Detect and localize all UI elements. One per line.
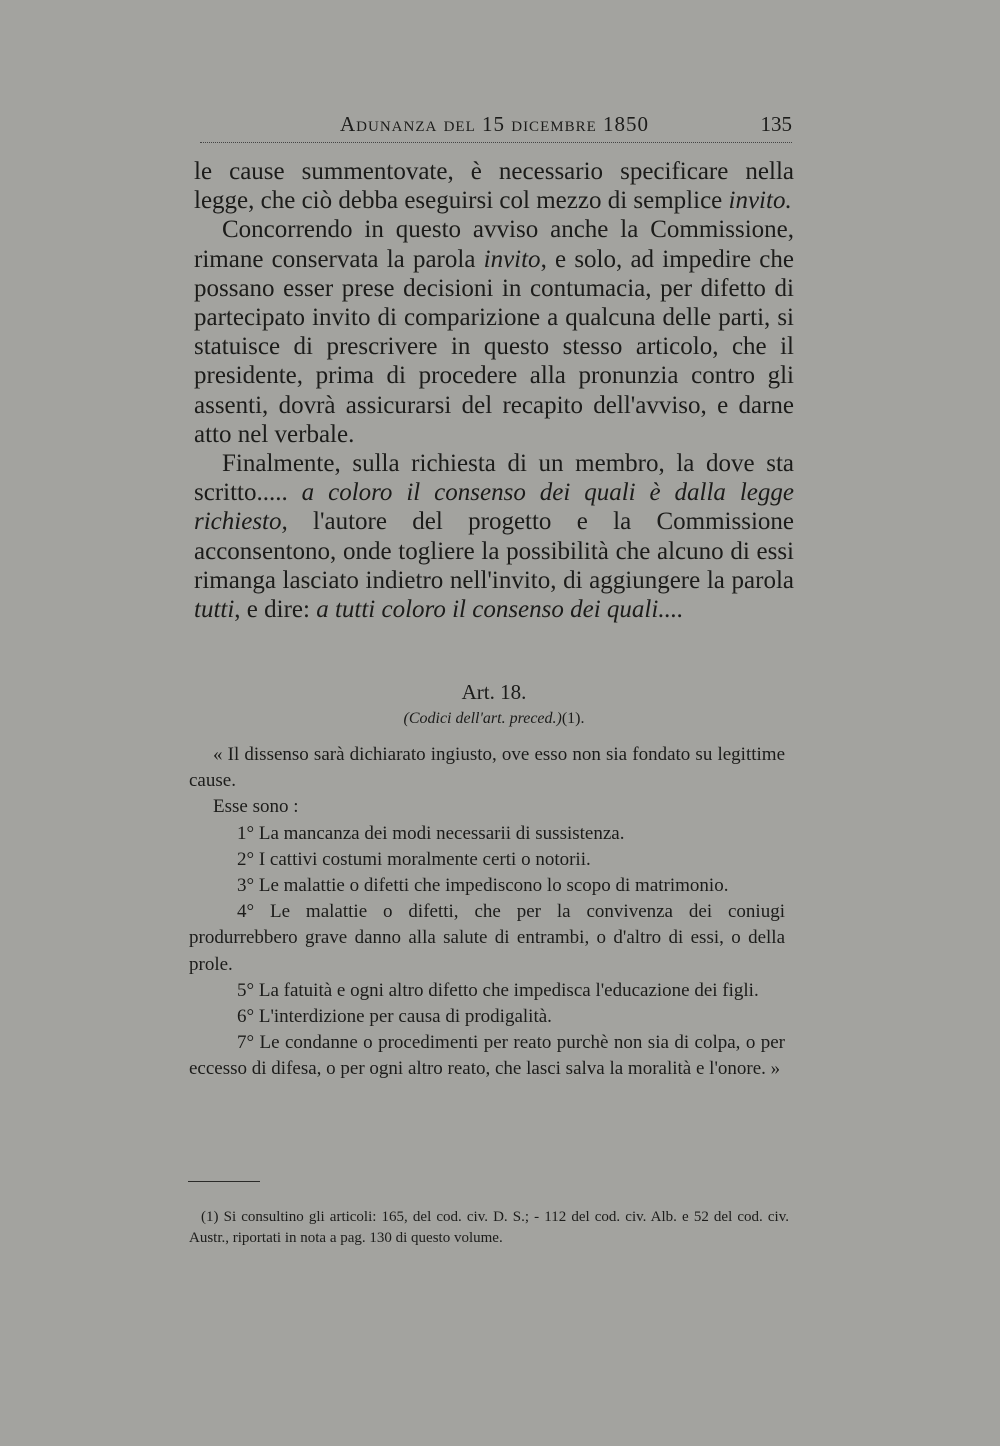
paragraph-1: le cause summentovate, è necessario specificare nella legge, che ciò debba eseguirsi col mezzo di semplice invito.	[194, 158, 794, 215]
header-rule	[200, 142, 792, 143]
running-title: Adunanza del 15 dicembre 1850	[340, 112, 649, 136]
article-line: 4° Le malattie o difetti, che per la convivenza dei coniugi produrrebbero grave danno alla salute di entrambi, o d'altro di essi, o della prole.	[189, 901, 785, 975]
article-line: 1° La mancanza dei modi necessarii di sussistenza.	[237, 822, 625, 844]
article-text	[189, 742, 785, 1083]
footnote: (1) Si consultino gli articoli: 165, del cod. civ. D. S.; - 112 del cod. civ. Alb. e 52 del cod. civ. Austr., riportati in nota a pag. 130 di questo volume.	[189, 1209, 789, 1246]
article-line: 6° L'interdizione per causa di prodigalità.	[237, 1006, 552, 1028]
article-title: Art. 18.	[461, 680, 527, 704]
article-line: 5° La fatuità e ogni altro difetto che impedisca l'educazione dei figli.	[237, 979, 759, 1001]
article-reference: (Codici dell'art. preced.)(1).	[403, 710, 585, 727]
article-line: Esse sono :	[213, 796, 299, 818]
footnote-rule	[188, 1181, 260, 1182]
paragraph-2: Concorrendo in questo avviso anche la Commissione, rimane conservata la parola invito, e solo, ad impedire che possano esser prese decisioni in contumacia, per difetto di partecipato invito di comparizione a qualcuna delle parti, si statuisce di prescrivere in questo stesso articolo, che il presidente, prima di procedere alla pronunzia contro gli assenti, dovrà assicurarsi del recapito dell'avviso, e darne atto nel verbale.	[194, 216, 794, 448]
page-number: 135	[760, 112, 792, 136]
article-line: 7° Le condanne o procedimenti per reato purchè non sia di colpa, o per eccesso di difesa, o per ogni altro reato, che lasci salva la moralità e l'onore. »	[189, 1032, 785, 1080]
page-header	[200, 112, 792, 142]
article-line: 2° I cattivi costumi moralmente certi o notorii.	[237, 848, 591, 870]
paragraph-3: Finalmente, sulla richiesta di un membro, la dove sta scritto..... a coloro il consenso dei quali è dalla legge richiesto, l'autore del progetto e la Commissione acconsentono, onde togliere la possibilità che alcuno di essi rimanga lasciato indietro nell'invito, di aggiungere la parola tutti, e dire: a tutti coloro il consenso dei quali....	[194, 450, 794, 624]
body-text	[194, 157, 794, 624]
article-line: 3° Le malattie o difetti che impediscono lo scopo di matrimonio.	[237, 875, 729, 897]
article-line: « Il dissenso sarà dichiarato ingiusto, ove esso non sia fondato su legittime cause.	[189, 744, 785, 792]
